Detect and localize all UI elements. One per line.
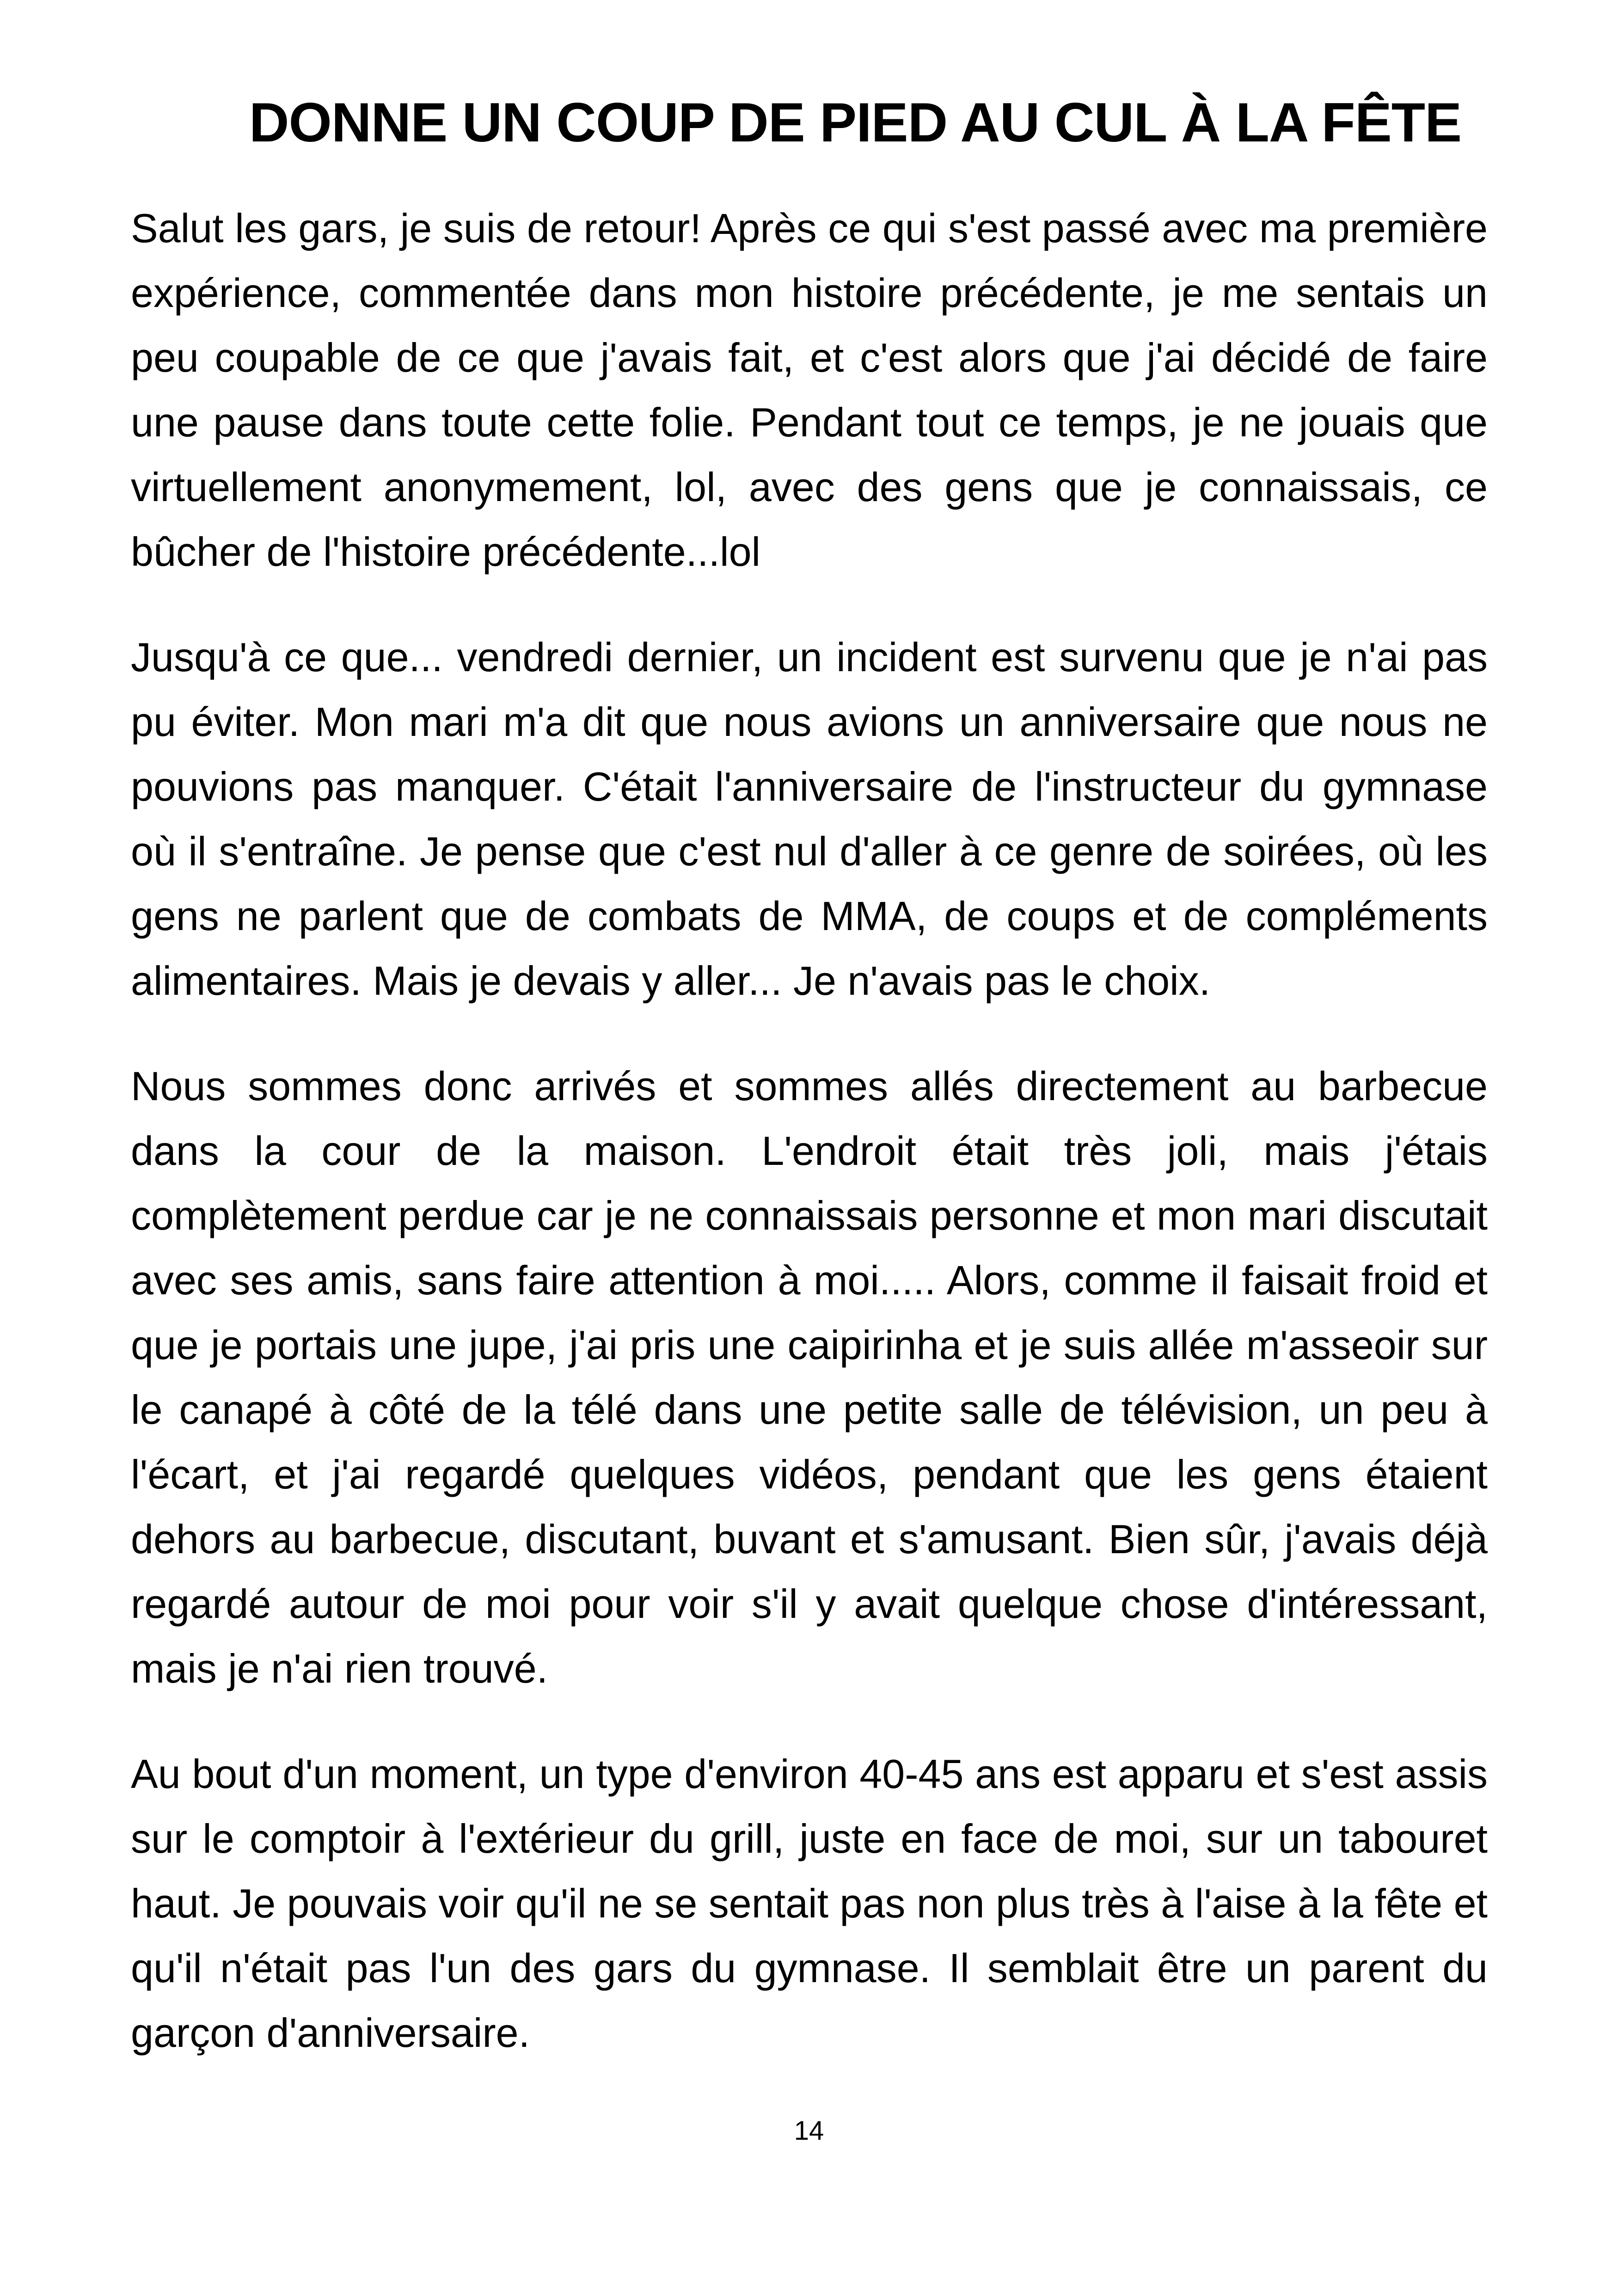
paragraph-3: Nous sommes donc arrivés et sommes allés directement au barbecue dans la cour de la maison. L'endroit était très joli, mais j'étais complètement perdue car je ne connaissais personne et mon mari discutait avec ses amis, sans faire attention à moi..... Alors, comme il faisait froid et que je portais une jupe, j'ai pris une caipirinha et je suis allée m'asseoir sur le canapé à côté de la télé dans une petite salle de télévision, un peu à l'écart, et j'ai regardé quelques vidéos, pendant que les gens étaient dehors au barbecue, discutant, buvant et s'amusant. Bien sûr, j'avais déjà regardé autour de moi pour voir s'il y avait quelque chose d'intéressant, mais je n'ai rien trouvé. [131, 1063, 1488, 1691]
page-title: DONNE UN COUP DE PIED AU CUL À LA FÊTE [249, 92, 1462, 153]
paragraph-1: Salut les gars, je suis de retour! Après ce qui s'est passé avec ma première expérience, commentée dans mon histoire précédente, je me sentais un peu coupable de ce que j'avais fait, et c'est alors que j'ai décidé de faire une pause dans toute cette folie. Pendant tout ce temps, je ne jouais que virtuellement anonymement, lol, avec des gens que je connaissais, ce bûcher de l'histoire précédente...lol [131, 205, 1488, 575]
paragraph-4: Au bout d'un moment, un type d'environ 40-45 ans est apparu et s'est assis sur le comptoir à l'extérieur du grill, juste en face de moi, sur un tabouret haut. Je pouvais voir qu'il ne se sentait pas non plus très à l'aise à la fête et qu'il n'était pas l'un des gars du gymnase. Il semblait être un parent du garçon d'anniversaire. [131, 1751, 1488, 2056]
page-number: 14 [794, 2116, 824, 2146]
paragraph-2: Jusqu'à ce que... vendredi dernier, un incident est survenu que je n'ai pas pu éviter. Mon mari m'a dit que nous avions un anniversaire que nous ne pouvions pas manquer. C'était l'anniversaire de l'instructeur du gymnase où il s'entraîne. Je pense que c'est nul d'aller à ce genre de soirées, où les gens ne parlent que de combats de MMA, de coups et de compléments alimentaires. Mais je devais y aller... Je n'avais pas le choix. [131, 634, 1488, 1004]
body-text [131, 196, 1488, 2106]
